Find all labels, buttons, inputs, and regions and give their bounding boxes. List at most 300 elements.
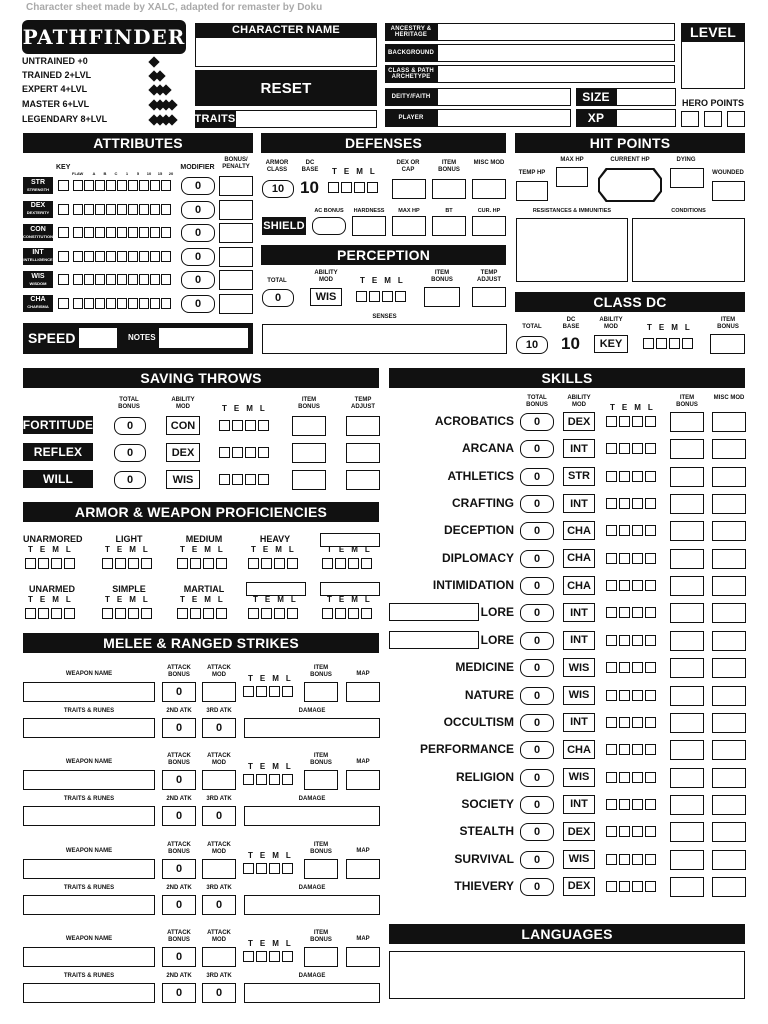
armor-heavy-teml-box-1[interactable] (248, 558, 259, 569)
armor-custom-teml-box-3[interactable] (348, 558, 359, 569)
strike-1-item-bonus-input[interactable] (304, 682, 338, 702)
save-will-teml-box-4[interactable] (258, 474, 269, 485)
save-temp-input[interactable] (346, 470, 380, 490)
skill-acrobatics-misc-input[interactable] (712, 412, 746, 432)
skill-survival-teml-box-2[interactable] (619, 854, 630, 865)
class-dc-teml-box-3[interactable] (669, 338, 680, 349)
strike-3-map-input[interactable] (346, 859, 380, 879)
background-input[interactable] (437, 44, 675, 62)
boost-box[interactable] (150, 298, 160, 309)
skill-diplomacy-teml-box-4[interactable] (645, 553, 656, 564)
weapon-custom-0-teml-box-3[interactable] (274, 608, 285, 619)
weapon-unarmed-teml-box-4[interactable] (64, 608, 75, 619)
skill-athletics-teml-box-4[interactable] (645, 471, 656, 482)
strike-4-map-input[interactable] (346, 947, 380, 967)
key-checkbox-str[interactable] (58, 180, 69, 191)
boost-box[interactable] (139, 227, 149, 238)
weapon-custom-1-teml-box-1[interactable] (322, 608, 333, 619)
ancestry-input[interactable] (437, 23, 675, 41)
skill-occultism-teml-box-3[interactable] (632, 717, 643, 728)
save-will-teml-box-3[interactable] (245, 474, 256, 485)
strike-2-teml-box-4[interactable] (282, 774, 293, 785)
boost-box[interactable] (139, 251, 149, 262)
strike-4-teml-box-1[interactable] (243, 951, 254, 962)
boost-box[interactable] (161, 251, 171, 262)
strike-4-damage-input[interactable] (244, 983, 380, 1003)
level-input[interactable] (681, 41, 745, 89)
shield-hardness-input[interactable] (352, 216, 386, 236)
skill-athletics-teml-box-1[interactable] (606, 471, 617, 482)
skill-arcana-teml-box-4[interactable] (645, 443, 656, 454)
ac-teml-box-2[interactable] (341, 182, 352, 193)
save-will-teml-box-2[interactable] (232, 474, 243, 485)
skill-intimidation-teml-box-4[interactable] (645, 580, 656, 591)
boost-box[interactable] (139, 298, 149, 309)
skill-athletics-item-input[interactable] (670, 467, 704, 487)
armor-heavy-teml-box-3[interactable] (274, 558, 285, 569)
skill-performance-item-input[interactable] (670, 740, 704, 760)
skill-occultism-total[interactable]: 0 (520, 714, 554, 732)
boost-box[interactable] (84, 274, 94, 285)
hero-point-3[interactable] (727, 111, 745, 127)
conditions-input[interactable] (632, 218, 745, 282)
strike-3-attack-bonus[interactable]: 0 (162, 859, 196, 879)
xp-input[interactable] (616, 109, 676, 127)
boost-box[interactable] (161, 204, 171, 215)
skill-lore-7-teml-box-1[interactable] (606, 607, 617, 618)
skill-society-teml-box-1[interactable] (606, 799, 617, 810)
skill-arcana-teml-box-1[interactable] (606, 443, 617, 454)
skill-occultism-teml-box-4[interactable] (645, 717, 656, 728)
strike-2-attack-mod-input[interactable] (202, 770, 236, 790)
strike-3-teml-box-4[interactable] (282, 863, 293, 874)
weapon-martial-teml-box-2[interactable] (190, 608, 201, 619)
skill-religion-item-input[interactable] (670, 768, 704, 788)
strike-2-damage-input[interactable] (244, 806, 380, 826)
strike-1-teml-box-1[interactable] (243, 686, 254, 697)
skill-crafting-teml-box-1[interactable] (606, 498, 617, 509)
boost-box[interactable] (106, 204, 116, 215)
skill-nature-item-input[interactable] (670, 686, 704, 706)
class-dc-teml-box-2[interactable] (656, 338, 667, 349)
languages-input[interactable] (389, 951, 745, 999)
traits-input[interactable] (235, 110, 377, 128)
skill-thievery-teml-box-3[interactable] (632, 881, 643, 892)
boost-box[interactable] (128, 227, 138, 238)
skill-arcana-misc-input[interactable] (712, 439, 746, 459)
armor-unarmored-teml-box-2[interactable] (38, 558, 49, 569)
strike-4-item-bonus-input[interactable] (304, 947, 338, 967)
weapon-custom-0-teml-box-2[interactable] (261, 608, 272, 619)
skill-survival-item-input[interactable] (670, 850, 704, 870)
strike-1-2nd-atk[interactable]: 0 (162, 718, 196, 738)
class-dc-teml-box-1[interactable] (643, 338, 654, 349)
armor-heavy-teml-box-2[interactable] (261, 558, 272, 569)
boost-box[interactable] (106, 227, 116, 238)
skill-lore-8-teml-box-2[interactable] (619, 635, 630, 646)
skill-deception-teml-box-2[interactable] (619, 525, 630, 536)
strike-2-item-bonus-input[interactable] (304, 770, 338, 790)
strike-3-attack-mod-input[interactable] (202, 859, 236, 879)
skill-society-item-input[interactable] (670, 795, 704, 815)
key-checkbox-wis[interactable] (58, 274, 69, 285)
weapon-martial-teml-box-3[interactable] (203, 608, 214, 619)
ac-teml-box-1[interactable] (328, 182, 339, 193)
save-reflex-teml-box-3[interactable] (245, 447, 256, 458)
skill-diplomacy-item-input[interactable] (670, 549, 704, 569)
weapon-custom-1-teml-box-3[interactable] (348, 608, 359, 619)
boost-box[interactable] (117, 227, 127, 238)
armor-medium-teml-box-2[interactable] (190, 558, 201, 569)
skill-deception-teml-box-1[interactable] (606, 525, 617, 536)
skill-religion-total[interactable]: 0 (520, 769, 554, 787)
boost-box[interactable] (95, 251, 105, 262)
strike-3-teml-box-1[interactable] (243, 863, 254, 874)
skill-medicine-teml-box-3[interactable] (632, 662, 643, 673)
senses-input[interactable] (262, 324, 507, 354)
armor-light-teml-box-1[interactable] (102, 558, 113, 569)
boost-box[interactable] (128, 298, 138, 309)
save-fortitude-teml-box-2[interactable] (232, 420, 243, 431)
attribute-bonus-input[interactable] (219, 176, 253, 196)
skill-crafting-total[interactable]: 0 (520, 495, 554, 513)
skill-survival-teml-box-3[interactable] (632, 854, 643, 865)
skill-stealth-teml-box-4[interactable] (645, 826, 656, 837)
skill-lore-7-item-input[interactable] (670, 603, 704, 623)
strike-2-attack-bonus[interactable]: 0 (162, 770, 196, 790)
skill-medicine-teml-box-1[interactable] (606, 662, 617, 673)
boost-box[interactable] (84, 251, 94, 262)
skill-acrobatics-total[interactable]: 0 (520, 413, 554, 431)
key-checkbox-cha[interactable] (58, 298, 69, 309)
skill-deception-total[interactable]: 0 (520, 522, 554, 540)
strike-1-attack-mod-input[interactable] (202, 682, 236, 702)
ac-teml-box-4[interactable] (367, 182, 378, 193)
strike-4-2nd-atk[interactable]: 0 (162, 983, 196, 1003)
skill-religion-teml-box-2[interactable] (619, 772, 630, 783)
strike-1-teml-box-4[interactable] (282, 686, 293, 697)
skill-acrobatics-teml-box-3[interactable] (632, 416, 643, 427)
notes-input[interactable] (158, 327, 249, 349)
strike-3-teml-box-2[interactable] (256, 863, 267, 874)
skill-diplomacy-teml-box-2[interactable] (619, 553, 630, 564)
save-reflex-total[interactable]: 0 (114, 444, 146, 462)
boost-box[interactable] (106, 251, 116, 262)
size-input[interactable] (616, 88, 676, 106)
boost-box[interactable] (84, 180, 94, 191)
skill-thievery-teml-box-2[interactable] (619, 881, 630, 892)
skill-deception-item-input[interactable] (670, 521, 704, 541)
skill-athletics-misc-input[interactable] (712, 467, 746, 487)
skill-lore-8-teml-box-1[interactable] (606, 635, 617, 646)
class-dc-item-input[interactable] (710, 334, 745, 354)
skill-crafting-teml-box-2[interactable] (619, 498, 630, 509)
weapon-unarmed-teml-box-2[interactable] (38, 608, 49, 619)
strike-4-teml-box-4[interactable] (282, 951, 293, 962)
skill-intimidation-teml-box-2[interactable] (619, 580, 630, 591)
attribute-modifier-str[interactable]: 0 (181, 177, 215, 195)
boost-box[interactable] (128, 204, 138, 215)
skill-lore-7-total[interactable]: 0 (520, 604, 554, 622)
hero-point-2[interactable] (704, 111, 722, 127)
boost-box[interactable] (150, 274, 160, 285)
armor-light-teml-box-3[interactable] (128, 558, 139, 569)
attribute-bonus-input[interactable] (219, 223, 253, 243)
weapon-custom-1-teml-box-2[interactable] (335, 608, 346, 619)
skill-nature-teml-box-1[interactable] (606, 690, 617, 701)
weapon-unarmed-teml-box-1[interactable] (25, 608, 36, 619)
wounded-input[interactable] (712, 181, 745, 201)
skill-medicine-teml-box-4[interactable] (645, 662, 656, 673)
skill-nature-misc-input[interactable] (712, 686, 746, 706)
skill-nature-teml-box-2[interactable] (619, 690, 630, 701)
speed-input[interactable] (78, 327, 118, 349)
strike-1-weapon-name-input[interactable] (23, 682, 155, 702)
skill-acrobatics-teml-box-2[interactable] (619, 416, 630, 427)
weapon-simple-teml-box-4[interactable] (141, 608, 152, 619)
skill-acrobatics-teml-box-4[interactable] (645, 416, 656, 427)
hero-point-1[interactable] (681, 111, 699, 127)
skill-stealth-teml-box-2[interactable] (619, 826, 630, 837)
skill-arcana-teml-box-3[interactable] (632, 443, 643, 454)
skill-diplomacy-teml-box-1[interactable] (606, 553, 617, 564)
strike-1-attack-bonus[interactable]: 0 (162, 682, 196, 702)
skill-medicine-teml-box-2[interactable] (619, 662, 630, 673)
boost-box[interactable] (106, 298, 116, 309)
skill-nature-teml-box-4[interactable] (645, 690, 656, 701)
skill-intimidation-misc-input[interactable] (712, 576, 746, 596)
skill-intimidation-item-input[interactable] (670, 576, 704, 596)
armor-custom-teml-box-4[interactable] (361, 558, 372, 569)
save-item-input[interactable] (292, 416, 326, 436)
armor-heavy-teml-box-4[interactable] (287, 558, 298, 569)
boost-box[interactable] (139, 180, 149, 191)
skill-lore-8-teml-box-4[interactable] (645, 635, 656, 646)
skill-crafting-misc-input[interactable] (712, 494, 746, 514)
save-reflex-teml-box-4[interactable] (258, 447, 269, 458)
dex-cap-input[interactable] (392, 179, 426, 199)
skill-deception-teml-box-4[interactable] (645, 525, 656, 536)
save-fortitude-teml-box-4[interactable] (258, 420, 269, 431)
perception-item-input[interactable] (424, 287, 460, 307)
strike-1-traits-input[interactable] (23, 718, 155, 738)
weapon-simple-teml-box-2[interactable] (115, 608, 126, 619)
perception-total[interactable]: 0 (262, 289, 294, 307)
skill-athletics-teml-box-3[interactable] (632, 471, 643, 482)
skill-crafting-item-input[interactable] (670, 494, 704, 514)
armor-light-teml-box-2[interactable] (115, 558, 126, 569)
boost-box[interactable] (117, 180, 127, 191)
strike-2-traits-input[interactable] (23, 806, 155, 826)
skill-thievery-misc-input[interactable] (712, 877, 746, 897)
skill-performance-total[interactable]: 0 (520, 741, 554, 759)
boost-box[interactable] (73, 251, 83, 262)
skill-thievery-teml-box-4[interactable] (645, 881, 656, 892)
skill-society-teml-box-4[interactable] (645, 799, 656, 810)
strike-4-weapon-name-input[interactable] (23, 947, 155, 967)
strike-3-damage-input[interactable] (244, 895, 380, 915)
boost-box[interactable] (73, 204, 83, 215)
skill-arcana-item-input[interactable] (670, 439, 704, 459)
armor-custom-teml-box-2[interactable] (335, 558, 346, 569)
skill-stealth-misc-input[interactable] (712, 822, 746, 842)
current-hp-input[interactable] (600, 170, 660, 200)
boost-box[interactable] (150, 227, 160, 238)
boost-box[interactable] (95, 227, 105, 238)
boost-box[interactable] (106, 180, 116, 191)
strike-3-3rd-atk[interactable]: 0 (202, 895, 236, 915)
armor-custom-teml-box-1[interactable] (322, 558, 333, 569)
shield-bt-input[interactable] (432, 216, 466, 236)
boost-box[interactable] (150, 251, 160, 262)
skill-deception-teml-box-3[interactable] (632, 525, 643, 536)
boost-box[interactable] (95, 274, 105, 285)
strike-2-teml-box-3[interactable] (269, 774, 280, 785)
weapon-martial-teml-box-4[interactable] (216, 608, 227, 619)
skill-medicine-total[interactable]: 0 (520, 659, 554, 677)
boost-box[interactable] (73, 180, 83, 191)
boost-box[interactable] (128, 180, 138, 191)
skill-lore-8-item-input[interactable] (670, 631, 704, 651)
boost-box[interactable] (117, 251, 127, 262)
boost-box[interactable] (128, 251, 138, 262)
skill-occultism-teml-box-1[interactable] (606, 717, 617, 728)
armor-medium-teml-box-4[interactable] (216, 558, 227, 569)
weapon-custom-0-teml-box-4[interactable] (287, 608, 298, 619)
dying-input[interactable] (670, 168, 704, 188)
ac-misc-mod-input[interactable] (472, 179, 506, 199)
weapon-custom-0-teml-box-1[interactable] (248, 608, 259, 619)
perception-teml-box-2[interactable] (369, 291, 380, 302)
boost-box[interactable] (161, 180, 171, 191)
perception-teml-box-4[interactable] (395, 291, 406, 302)
skill-stealth-item-input[interactable] (670, 822, 704, 842)
skill-crafting-teml-box-3[interactable] (632, 498, 643, 509)
skill-survival-teml-box-1[interactable] (606, 854, 617, 865)
save-will-total[interactable]: 0 (114, 471, 146, 489)
skill-athletics-total[interactable]: 0 (520, 468, 554, 486)
boost-box[interactable] (73, 274, 83, 285)
save-temp-input[interactable] (346, 416, 380, 436)
armor-unarmored-teml-box-1[interactable] (25, 558, 36, 569)
strike-4-teml-box-3[interactable] (269, 951, 280, 962)
attribute-modifier-int[interactable]: 0 (181, 248, 215, 266)
perception-teml-box-3[interactable] (382, 291, 393, 302)
skill-lore-7-teml-box-4[interactable] (645, 607, 656, 618)
strike-2-teml-box-1[interactable] (243, 774, 254, 785)
attribute-modifier-dex[interactable]: 0 (181, 201, 215, 219)
skill-society-misc-input[interactable] (712, 795, 746, 815)
key-checkbox-con[interactable] (58, 227, 69, 238)
strike-4-attack-mod-input[interactable] (202, 947, 236, 967)
strike-1-teml-box-3[interactable] (269, 686, 280, 697)
strike-2-2nd-atk[interactable]: 0 (162, 806, 196, 826)
armor-class-total[interactable]: 10 (262, 180, 294, 198)
skill-performance-teml-box-3[interactable] (632, 744, 643, 755)
player-input[interactable] (437, 109, 571, 127)
boost-box[interactable] (139, 204, 149, 215)
skill-society-teml-box-2[interactable] (619, 799, 630, 810)
skill-society-total[interactable]: 0 (520, 796, 554, 814)
skill-survival-misc-input[interactable] (712, 850, 746, 870)
skill-religion-teml-box-3[interactable] (632, 772, 643, 783)
save-item-input[interactable] (292, 443, 326, 463)
boost-box[interactable] (95, 180, 105, 191)
save-fortitude-teml-box-3[interactable] (245, 420, 256, 431)
skill-stealth-total[interactable]: 0 (520, 823, 554, 841)
skill-occultism-misc-input[interactable] (712, 713, 746, 733)
boost-box[interactable] (139, 274, 149, 285)
weapon-unarmed-teml-box-3[interactable] (51, 608, 62, 619)
resistances-input[interactable] (516, 218, 628, 282)
skill-medicine-misc-input[interactable] (712, 658, 746, 678)
attribute-modifier-con[interactable]: 0 (181, 224, 215, 242)
attribute-bonus-input[interactable] (219, 200, 253, 220)
reset-button[interactable]: RESET (195, 70, 377, 106)
skill-stealth-teml-box-3[interactable] (632, 826, 643, 837)
boost-box[interactable] (95, 204, 105, 215)
skill-stealth-teml-box-1[interactable] (606, 826, 617, 837)
deity-input[interactable] (437, 88, 571, 106)
skill-performance-teml-box-4[interactable] (645, 744, 656, 755)
skill-performance-teml-box-2[interactable] (619, 744, 630, 755)
class-input[interactable] (437, 65, 675, 83)
boost-box[interactable] (84, 298, 94, 309)
weapon-simple-teml-box-3[interactable] (128, 608, 139, 619)
strike-1-damage-input[interactable] (244, 718, 380, 738)
skill-nature-teml-box-3[interactable] (632, 690, 643, 701)
skill-intimidation-teml-box-1[interactable] (606, 580, 617, 591)
save-temp-input[interactable] (346, 443, 380, 463)
skill-nature-total[interactable]: 0 (520, 687, 554, 705)
skill-intimidation-total[interactable]: 0 (520, 577, 554, 595)
skill-deception-misc-input[interactable] (712, 521, 746, 541)
skill-athletics-teml-box-2[interactable] (619, 471, 630, 482)
armor-light-teml-box-4[interactable] (141, 558, 152, 569)
boost-box[interactable] (128, 274, 138, 285)
save-item-input[interactable] (292, 470, 326, 490)
save-will-teml-box-1[interactable] (219, 474, 230, 485)
boost-box[interactable] (84, 227, 94, 238)
skill-diplomacy-teml-box-3[interactable] (632, 553, 643, 564)
save-reflex-teml-box-1[interactable] (219, 447, 230, 458)
boost-box[interactable] (117, 274, 127, 285)
weapon-simple-teml-box-1[interactable] (102, 608, 113, 619)
attribute-modifier-wis[interactable]: 0 (181, 271, 215, 289)
strike-3-traits-input[interactable] (23, 895, 155, 915)
skill-thievery-item-input[interactable] (670, 877, 704, 897)
boost-box[interactable] (95, 298, 105, 309)
strike-4-attack-bonus[interactable]: 0 (162, 947, 196, 967)
strike-2-teml-box-2[interactable] (256, 774, 267, 785)
weapon-custom-1-teml-box-4[interactable] (361, 608, 372, 619)
save-reflex-teml-box-2[interactable] (232, 447, 243, 458)
shield-max-hp-input[interactable] (392, 216, 426, 236)
boost-box[interactable] (117, 298, 127, 309)
class-dc-total[interactable]: 10 (516, 336, 548, 354)
skill-diplomacy-total[interactable]: 0 (520, 550, 554, 568)
key-checkbox-dex[interactable] (58, 204, 69, 215)
save-fortitude-total[interactable]: 0 (114, 417, 146, 435)
attribute-bonus-input[interactable] (219, 247, 253, 267)
class-dc-teml-box-4[interactable] (682, 338, 693, 349)
weapon-prof-custom-input-0[interactable] (246, 582, 306, 596)
character-name-input[interactable] (195, 37, 377, 67)
skill-medicine-item-input[interactable] (670, 658, 704, 678)
skill-thievery-total[interactable]: 0 (520, 878, 554, 896)
shield-ac-bonus-input[interactable] (312, 217, 346, 235)
boost-box[interactable] (117, 204, 127, 215)
